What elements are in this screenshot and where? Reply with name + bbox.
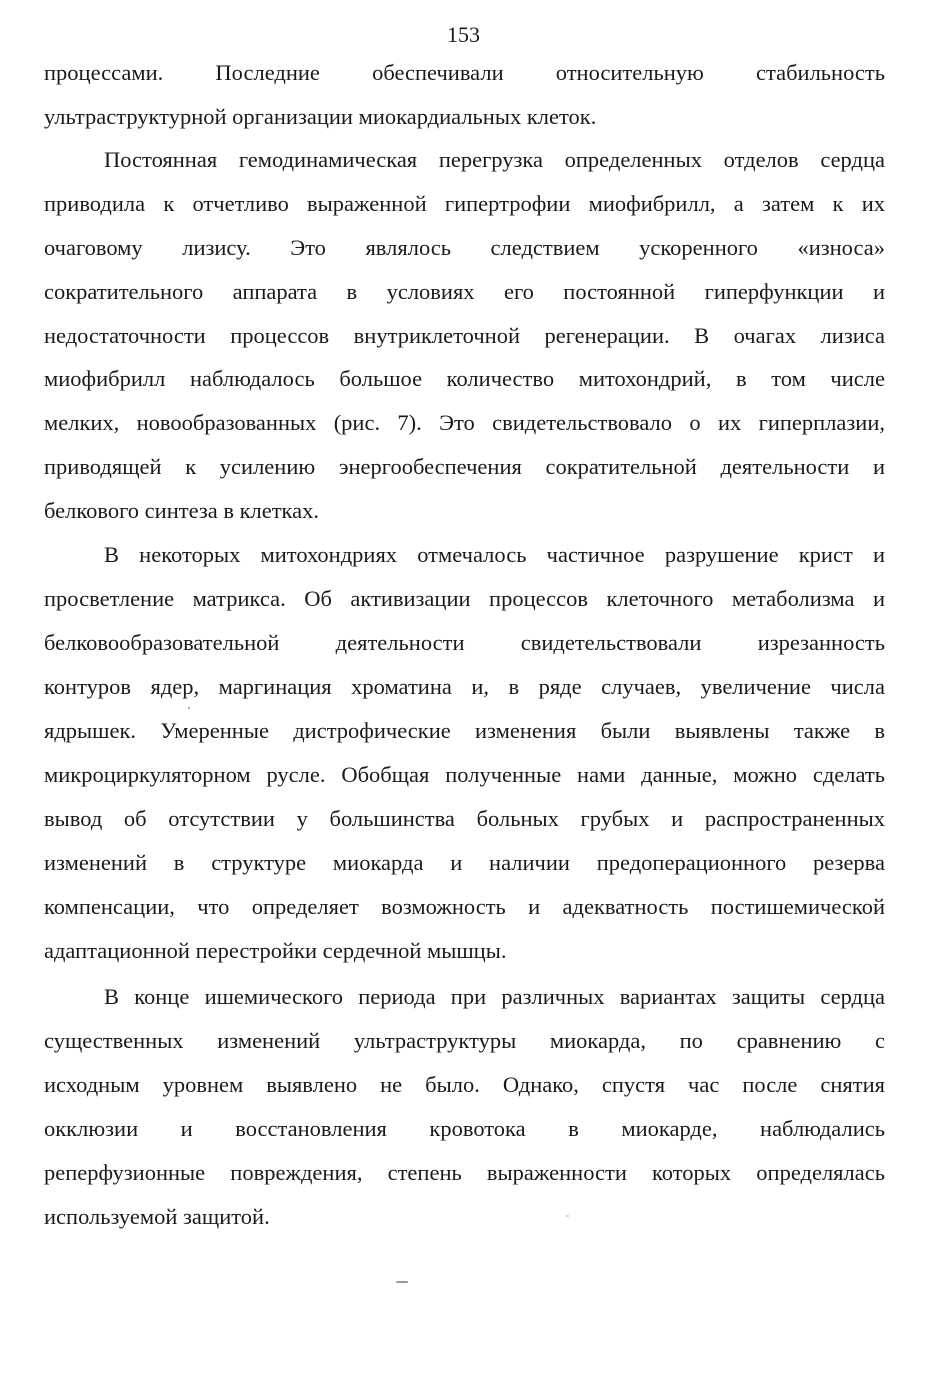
text-line: микроциркуляторном русле. Обобщая полученные нами данные, можно сделать bbox=[44, 762, 885, 787]
text-line: приводила к отчетливо выраженной гипертрофии миофибрилл, а затем к их bbox=[44, 191, 885, 216]
text-line: В некоторых митохондриях отмечалось частичное разрушение крист и bbox=[104, 542, 885, 567]
scan-speck bbox=[396, 1281, 408, 1283]
text-line: реперфузионные повреждения, степень выраженности которых определялась bbox=[44, 1160, 885, 1185]
text-line: миофибрилл наблюдалось большое количество митохондрий, в том числе bbox=[44, 366, 885, 391]
text-line: изменений в структуре миокарда и наличии предоперационного резерва bbox=[44, 850, 885, 875]
text-line: адаптационной перестройки сердечной мышцы. bbox=[44, 938, 507, 963]
text-line: просветление матрикса. Об активизации процессов клеточного метаболизма и bbox=[44, 586, 885, 611]
text-line: существенных изменений ультраструктуры миокарда, по сравнению с bbox=[44, 1028, 885, 1053]
page-number: 153 bbox=[447, 22, 480, 47]
text-line: мелких, новообразованных (рис. 7). Это свидетельствовало о их гиперплазии, bbox=[44, 410, 885, 435]
text-line: белкового синтеза в клетках. bbox=[44, 498, 320, 523]
text-line: исходным уровнем выявлено не было. Однако, спустя час после снятия bbox=[44, 1072, 885, 1097]
text-line: процессами. Последние обеспечивали относительную стабильность bbox=[44, 60, 885, 85]
text-line: сократительного аппарата в условиях его постоянной гиперфункции и bbox=[44, 279, 885, 304]
scan-speck bbox=[188, 707, 190, 709]
text-line: В конце ишемического периода при различных вариантах защиты сердца bbox=[104, 984, 885, 1009]
scan-speck bbox=[566, 1215, 569, 1217]
text-line: ультраструктурной организации миокардиальных клеток. bbox=[44, 104, 597, 129]
text-line: используемой защитой. bbox=[44, 1204, 270, 1229]
text-line: контуров ядер, маргинация хроматина и, в ряде случаев, увеличение числа bbox=[44, 674, 885, 699]
text-line: белковообразовательной деятельности свидетельствовали изрезанность bbox=[44, 630, 885, 655]
text-line: недостаточности процессов внутриклеточной регенерации. В очагах лизиса bbox=[44, 323, 885, 348]
text-line: окклюзии и восстановления кровотока в миокарде, наблюдались bbox=[44, 1116, 885, 1141]
text-line: Постоянная гемодинамическая перегрузка определенных отделов сердца bbox=[104, 147, 885, 172]
text-line: компенсации, что определяет возможность и адекватность постишемической bbox=[44, 894, 885, 919]
text-line: вывод об отсутствии у большинства больных грубых и распространенных bbox=[44, 806, 885, 831]
text-line: очаговому лизису. Это являлось следствием ускоренного «износа» bbox=[44, 235, 885, 260]
text-line: приводящей к усилению энергообеспечения сократительной деятельности и bbox=[44, 454, 885, 479]
text-line: ядрышек. Умеренные дистрофические изменения были выявлены также в bbox=[44, 718, 885, 743]
